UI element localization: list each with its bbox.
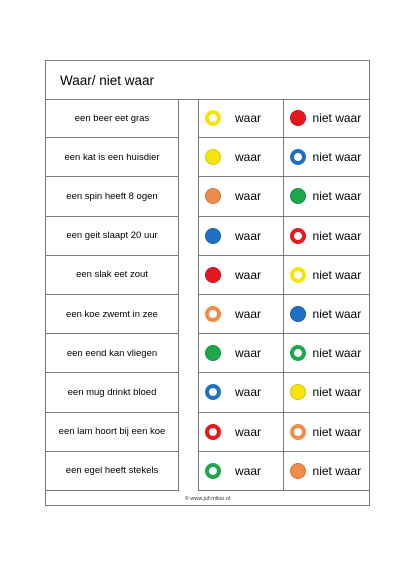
orange-dot-icon <box>205 188 221 204</box>
statement-row <box>46 217 178 256</box>
waar-label: waar <box>235 150 262 165</box>
waar-option[interactable] <box>199 99 284 137</box>
niet-waar-option[interactable] <box>284 138 370 176</box>
statement-text: een egel heeft stekels <box>65 465 159 477</box>
answer-row <box>199 334 370 373</box>
red-ring-icon <box>290 228 306 244</box>
niet-waar-option[interactable] <box>284 177 370 215</box>
green-ring-icon <box>205 463 221 479</box>
statement-row <box>46 99 178 138</box>
page-title: Waar/ niet waar <box>60 73 155 88</box>
answer-row <box>199 452 370 491</box>
statement-text: een geit slaapt 20 uur <box>66 230 158 242</box>
statement-row <box>46 138 178 177</box>
niet-waar-option[interactable] <box>284 413 370 451</box>
waar-option[interactable] <box>199 334 284 372</box>
statement-text: een lam hoort bij een koe <box>58 426 166 438</box>
answer-row <box>199 256 370 295</box>
niet-waar-label: niet waar <box>312 307 362 322</box>
blue-dot-icon <box>290 306 306 322</box>
orange-dot-icon <box>290 463 306 479</box>
niet-waar-option[interactable] <box>284 99 370 137</box>
waar-option[interactable] <box>199 373 284 411</box>
yellow-dot-icon <box>290 384 306 400</box>
statement-text: een slak eet zout <box>76 269 148 281</box>
waar-option[interactable] <box>199 413 284 451</box>
statement-row <box>46 177 178 216</box>
niet-waar-option[interactable] <box>284 217 370 255</box>
waar-option[interactable] <box>199 217 284 255</box>
statement-row <box>46 334 178 373</box>
statement-row <box>46 452 178 491</box>
waar-option[interactable] <box>199 177 284 215</box>
statement-text: een koe zwemt in zee <box>66 308 158 320</box>
green-dot-icon <box>290 188 306 204</box>
answer-row <box>199 99 370 138</box>
blue-dot-icon <box>205 228 221 244</box>
niet-waar-option[interactable] <box>284 373 370 411</box>
answer-row <box>199 373 370 412</box>
waar-option[interactable] <box>199 295 284 333</box>
statement-text: een mug drinkt bloed <box>67 386 157 398</box>
orange-ring-icon <box>290 424 306 440</box>
niet-waar-label: niet waar <box>312 424 362 439</box>
waar-label: waar <box>235 385 262 400</box>
red-dot-icon <box>290 110 306 126</box>
green-dot-icon <box>205 345 221 361</box>
statement-row <box>46 373 178 412</box>
yellow-dot-icon <box>205 149 221 165</box>
niet-waar-label: niet waar <box>312 346 362 361</box>
red-ring-icon <box>205 424 221 440</box>
answer-row <box>199 413 370 452</box>
worksheet <box>45 60 370 506</box>
statement-text: een beer eet gras <box>74 112 150 124</box>
copyright-footer: © www.juf-milou.nl <box>184 496 231 502</box>
answer-row <box>199 138 370 177</box>
blue-ring-icon <box>205 384 221 400</box>
niet-waar-label: niet waar <box>312 267 362 282</box>
niet-waar-label: niet waar <box>312 463 362 478</box>
statement-text: een kat is een huisdier <box>64 151 160 163</box>
niet-waar-option[interactable] <box>284 334 370 372</box>
orange-ring-icon <box>205 306 221 322</box>
waar-option[interactable] <box>199 256 284 294</box>
statement-row <box>46 295 178 334</box>
waar-label: waar <box>235 228 262 243</box>
statement-row <box>46 413 178 452</box>
niet-waar-option[interactable] <box>284 452 370 490</box>
niet-waar-label: niet waar <box>312 228 362 243</box>
blue-ring-icon <box>290 149 306 165</box>
waar-label: waar <box>235 111 262 126</box>
answer-row <box>199 177 370 216</box>
answer-row <box>199 295 370 334</box>
niet-waar-label: niet waar <box>312 111 362 126</box>
niet-waar-label: niet waar <box>312 150 362 165</box>
waar-label: waar <box>235 463 262 478</box>
waar-option[interactable] <box>199 138 284 176</box>
statement-row <box>46 256 178 295</box>
waar-label: waar <box>235 307 262 322</box>
niet-waar-label: niet waar <box>312 385 362 400</box>
niet-waar-option[interactable] <box>284 256 370 294</box>
yellow-ring-icon <box>290 267 306 283</box>
green-ring-icon <box>290 345 306 361</box>
statement-list <box>46 99 179 491</box>
answer-row <box>199 217 370 256</box>
waar-label: waar <box>235 346 262 361</box>
red-dot-icon <box>205 267 221 283</box>
waar-label: waar <box>235 267 262 282</box>
yellow-ring-icon <box>205 110 221 126</box>
waar-option[interactable] <box>199 452 284 490</box>
niet-waar-label: niet waar <box>312 189 362 204</box>
waar-label: waar <box>235 189 262 204</box>
niet-waar-option[interactable] <box>284 295 370 333</box>
statement-text: een spin heeft 8 ogen <box>66 190 158 202</box>
answer-grid <box>198 99 370 491</box>
waar-label: waar <box>235 424 262 439</box>
statement-text: een eend kan vliegen <box>66 347 158 359</box>
